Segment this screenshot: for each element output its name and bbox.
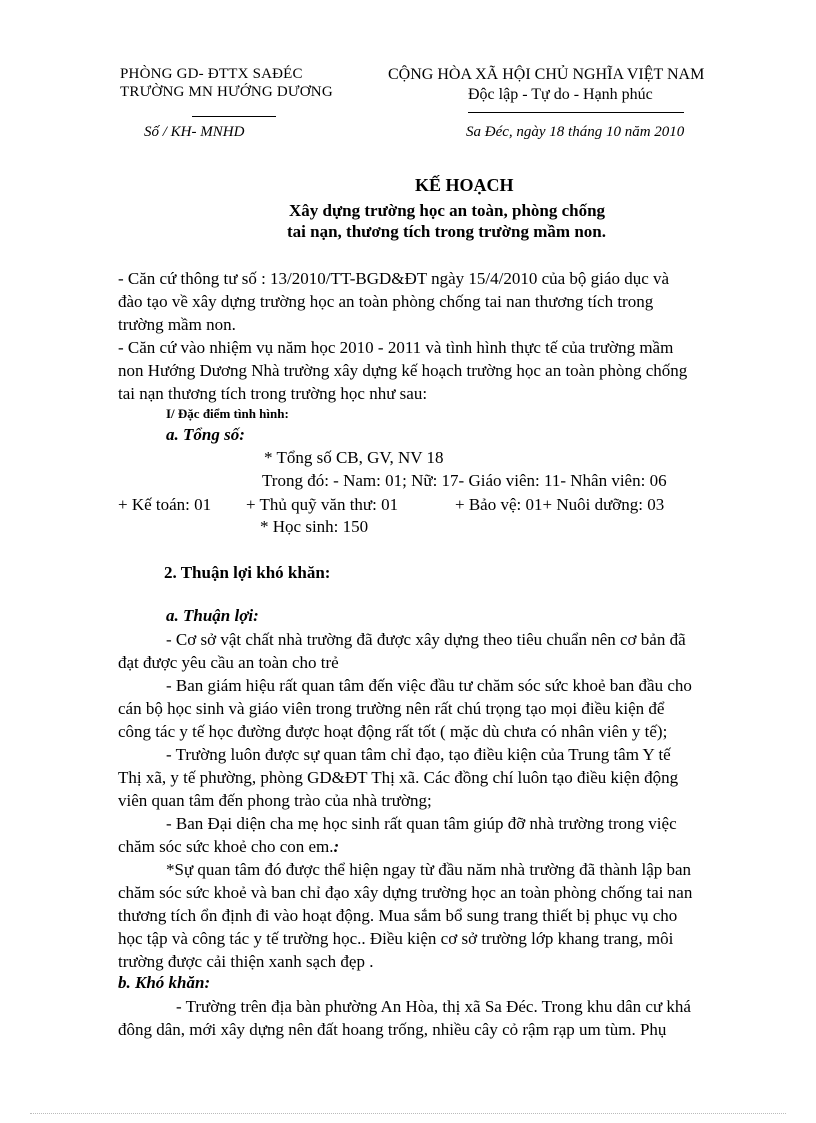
document-title: KẾ HOẠCH bbox=[415, 175, 514, 195]
document-date: Sa Đéc, ngày 18 tháng 10 năm 2010 bbox=[466, 124, 685, 140]
intro-line: non Hướng Dương Nhà trường xây dựng kế hoạch trường học an toàn phòng chống bbox=[118, 361, 688, 380]
intro-line: - Căn cứ thông tư số : 13/2010/TT-BGD&ĐT ngày 15/4/2010 của bộ giáo dục và bbox=[118, 269, 670, 288]
paragraph-line: công tác y tế học đường được hoạt động rất tốt ( mặc dù chưa có nhân viên y tế); bbox=[118, 722, 668, 741]
document-subtitle-1: Xây dựng trường học an toàn, phòng chống bbox=[289, 201, 606, 220]
intro-line: đào tạo về xây dựng trường học an toàn phòng chống tai nan thương tích trong bbox=[118, 292, 654, 311]
subsection-heading: b. Khó khăn: bbox=[118, 973, 211, 992]
paragraph-line: viên quan tâm đến phong trào của nhà trường; bbox=[118, 791, 432, 810]
paragraph-line: cán bộ học sinh và giáo viên trong trường nên rất chú trọng tạo mọi điều kiện để bbox=[118, 699, 665, 718]
country-name: CỘNG HÒA XÃ HỘI CHỦ NGHĨA VIỆT NAM bbox=[388, 66, 705, 83]
staff-extra: + Bảo vệ: 01+ Nuôi dưỡng: 03 bbox=[455, 495, 665, 514]
staff-extra: + Thủ quỹ văn thư: 01 bbox=[246, 495, 399, 514]
paragraph-line: chăm sóc sức khoẻ cho con em. bbox=[118, 837, 334, 856]
intro-line: - Căn cứ vào nhiệm vụ năm học 2010 - 2011 và tình hình thực tế của trường mầm bbox=[118, 338, 674, 357]
school-name: TRƯỜNG MN HƯỚNG DƯƠNG bbox=[120, 84, 333, 100]
subsection-heading: a. Tổng số: bbox=[166, 425, 245, 444]
paragraph-line: đạt được yêu cầu an toàn cho trẻ bbox=[118, 653, 339, 672]
left-header-rule bbox=[192, 116, 276, 117]
paragraph-colon: : bbox=[333, 837, 340, 856]
national-motto: Độc lập - Tự do - Hạnh phúc bbox=[468, 86, 653, 103]
page-bottom-divider bbox=[30, 1113, 786, 1114]
paragraph-line: - Cơ sở vật chất nhà trường đã được xây dựng theo tiêu chuẩn nên cơ bản đã bbox=[166, 630, 686, 649]
paragraph-line: chăm sóc sức khoẻ và ban chỉ đạo xây dựng trường học an toàn phòng chống tai nan bbox=[118, 883, 693, 902]
paragraph-line: - Ban giám hiệu rất quan tâm đến việc đầu tư chăm sóc sức khoẻ ban đầu cho bbox=[166, 676, 692, 695]
document-number: Số / KH- MNHD bbox=[144, 124, 245, 140]
intro-line: trường mầm non. bbox=[118, 315, 236, 334]
paragraph-line: trường được cải thiện xanh sạch đẹp . bbox=[118, 952, 374, 971]
paragraph-line: *Sự quan tâm đó được thể hiện ngay từ đầu năm nhà trường đã thành lập ban bbox=[166, 860, 692, 879]
paragraph-line: - Trường luôn được sự quan tâm chỉ đạo, tạo điều kiện của Trung tâm Y tế bbox=[166, 745, 671, 764]
paragraph-line: - Trường trên địa bàn phường An Hòa, thị xã Sa Đéc. Trong khu dân cư khá bbox=[176, 997, 691, 1016]
subsection-heading: a. Thuận lợi: bbox=[166, 606, 259, 625]
paragraph-line: Thị xã, y tế phường, phòng GD&ĐT Thị xã. Các đồng chí luôn tạo điều kiện động bbox=[118, 768, 679, 787]
section-heading: 2. Thuận lợi khó khăn: bbox=[164, 563, 331, 582]
paragraph-line: thương tích ổn định đi vào hoạt động. Mua sắm bổ sung trang thiết bị phục vụ cho bbox=[118, 906, 678, 925]
staff-extra: + Kế toán: 01 bbox=[118, 495, 212, 514]
paragraph-line: đông dân, mới xây dựng nên đất hoang trống, nhiều cây cỏ rậm rạp um tùm. Phụ bbox=[118, 1020, 667, 1039]
staff-total: * Tổng số CB, GV, NV 18 bbox=[264, 448, 444, 467]
paragraph-line: học tập và công tác y tế trường học.. Điều kiện cơ sở trường lớp khang trang, môi bbox=[118, 929, 674, 948]
student-total: * Học sinh: 150 bbox=[260, 517, 369, 536]
staff-breakdown: Trong đó: - Nam: 01; Nữ: 17- Giáo viên: 11- Nhân viên: 06 bbox=[262, 471, 667, 490]
intro-line: tai nạn thương tích trong trường học như sau: bbox=[118, 384, 428, 403]
paragraph-line: - Ban Đại diện cha mẹ học sinh rất quan tâm giúp đỡ nhà trường trong việc bbox=[166, 814, 677, 833]
section-heading: I/ Đặc điểm tình hình: bbox=[166, 406, 289, 421]
office-name: PHÒNG GD- ĐTTX SAĐÉC bbox=[120, 66, 303, 82]
document-subtitle-2: tai nạn, thương tích trong trường mầm non. bbox=[287, 222, 606, 241]
right-header-rule bbox=[468, 112, 684, 113]
